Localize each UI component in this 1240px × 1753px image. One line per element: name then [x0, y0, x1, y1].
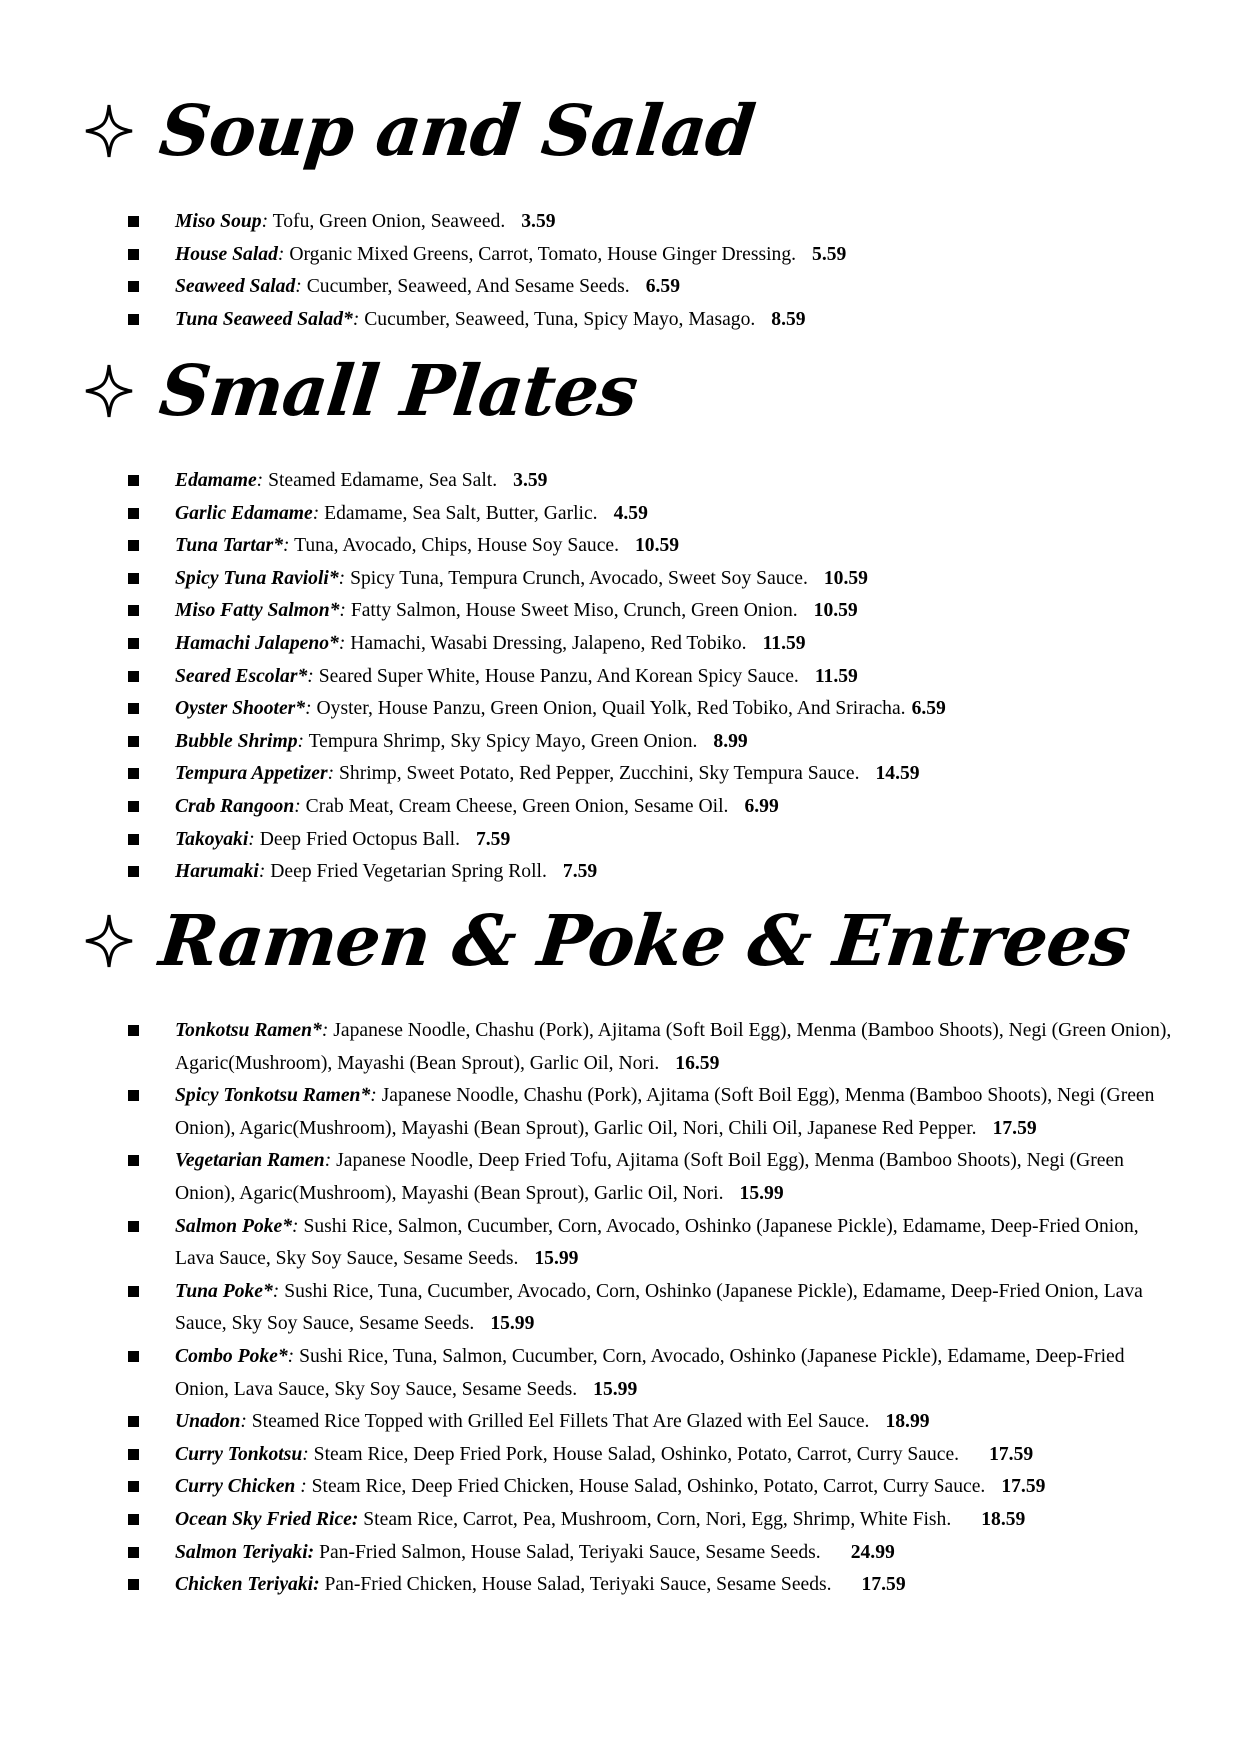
four-point-star-icon: [84, 103, 134, 159]
item-name: Bubble Shrimp: [175, 730, 298, 752]
item-name: Takoyaki: [175, 828, 249, 850]
bullet-icon: [128, 1025, 139, 1036]
bullet-icon: [128, 801, 139, 812]
list-item: [0, 1537, 1175, 1570]
item-description: Steam Rice, Deep Fried Chicken, House Salad, Oshinko, Potato, Carrot, Curry Sauce.: [306, 1476, 986, 1498]
item-name: Tempura Appetizer: [175, 763, 328, 785]
bullet-icon: [128, 834, 139, 845]
item-description: Steamed Rice Topped with Grilled Eel Fillets That Are Glazed with Eel Sauce.: [246, 1411, 870, 1433]
item-price: 8.59: [771, 308, 806, 330]
item-separator: :: [352, 308, 360, 330]
item-price: 10.59: [635, 535, 680, 557]
bullet-icon: [128, 1221, 139, 1232]
list-item: [0, 1471, 1175, 1504]
item-price: 18.99: [885, 1411, 930, 1433]
item-name: Vegetarian Ramen: [175, 1150, 325, 1172]
item-name: Spicy Tuna Ravioli*: [175, 567, 339, 589]
list-item: [0, 856, 1175, 889]
item-separator: :: [248, 828, 255, 850]
item-description: Cucumber, Seaweed, And Sesame Seeds.: [301, 276, 630, 298]
list-item: [0, 1341, 1175, 1406]
item-description: Japanese Noodle, Chashu (Pork), Ajitama (Soft Boil Egg), Menma (Bamboo Shoots), Negi (Green Onion), Agaric(Mushroom), Mayashi (Bean Sprout), Garlic Oil, Nori.: [175, 1020, 1172, 1074]
item-separator: :: [312, 502, 320, 524]
section-header-ramen-poke-entrees: [84, 899, 1134, 982]
item-separator: :: [292, 1215, 299, 1237]
item-name: Seared Escolar*: [175, 665, 308, 687]
item-price: 18.59: [981, 1508, 1026, 1530]
item-description: Organic Mixed Greens, Carrot, Tomato, House Ginger Dressing.: [284, 243, 797, 265]
item-price: 11.59: [762, 632, 806, 654]
item-description: Steamed Edamame, Sea Salt.: [263, 470, 498, 491]
item-description: Shrimp, Sweet Potato, Red Pepper, Zucchini, Sky Tempura Sauce.: [334, 763, 860, 785]
list-item: [0, 304, 1175, 337]
bullet-icon: [128, 540, 139, 551]
item-description: Sushi Rice, Tuna, Salmon, Cucumber, Corn, Avocado, Oshinko (Japanese Pickle), Edamame, Deep-Fried Onion, Lava Sauce, Sky Soy Sauce, Sesame Seeds.: [175, 1345, 1125, 1400]
list-item: [0, 498, 1175, 531]
item-separator: :: [338, 632, 346, 654]
list-item: [0, 206, 1175, 239]
item-list-soup-salad: [0, 206, 1175, 336]
item-separator: :: [327, 763, 335, 785]
item-description: Sushi Rice, Salmon, Cucumber, Corn, Avocado, Oshinko (Japanese Pickle), Edamame, Deep-Fried Onion, Lava Sauce, Sky Soy Sauce, Sesame Seeds.: [175, 1215, 1139, 1270]
list-item: [0, 595, 1175, 628]
list-item: [0, 1211, 1175, 1276]
item-name: Garlic Edamame: [175, 502, 313, 524]
item-name: Harumaki: [175, 861, 259, 883]
item-price: 7.59: [562, 861, 598, 883]
item-separator: :: [370, 1085, 377, 1107]
item-name: Tonkotsu Ramen*: [175, 1020, 322, 1041]
item-price: 17.59: [989, 1443, 1034, 1465]
item-name: Curry Tonkotsu: [175, 1443, 303, 1465]
item-description: Oyster, House Panzu, Green Onion, Quail Yolk, Red Tobiko, And Sriracha.: [311, 698, 906, 720]
item-name: Crab Rangoon: [175, 795, 295, 817]
item-price: 17.59: [992, 1117, 1037, 1139]
section-header-small-plates: [84, 349, 641, 432]
bullet-icon: [128, 736, 139, 747]
item-description: Pan-Fried Chicken, House Salad, Teriyaki Sauce, Sesame Seeds.: [319, 1574, 832, 1596]
item-separator: :: [295, 276, 302, 298]
bullet-icon: [128, 1286, 139, 1297]
item-description: Tempura Shrimp, Sky Spicy Mayo, Green Onion.: [304, 730, 698, 752]
item-separator: :: [277, 243, 285, 265]
item-description: Tofu, Green Onion, Seaweed.: [268, 211, 506, 232]
item-name: Seaweed Salad: [175, 276, 296, 298]
bullet-icon: [128, 249, 139, 260]
item-description: Crab Meat, Cream Cheese, Green Onion, Sesame Oil.: [300, 795, 729, 817]
item-description: Deep Fried Octopus Ball.: [254, 828, 460, 850]
bullet-icon: [128, 314, 139, 325]
list-item: [0, 1439, 1175, 1472]
list-item: [0, 563, 1175, 596]
item-name: Ocean Sky Fried Rice:: [175, 1508, 359, 1530]
item-description: Steam Rice, Deep Fried Pork, House Salad, Oshinko, Potato, Carrot, Curry Sauce.: [308, 1443, 960, 1465]
bullet-icon: [128, 1514, 139, 1525]
item-price: 24.99: [850, 1541, 895, 1563]
list-item: [0, 1406, 1175, 1439]
item-description: Sushi Rice, Tuna, Cucumber, Avocado, Corn, Oshinko (Japanese Pickle), Edamame, Deep-Fried Onion, Lava Sauce, Sky Soy Sauce, Sesame Seeds.: [175, 1280, 1143, 1335]
bullet-icon: [128, 1579, 139, 1590]
item-description: Tuna, Avocado, Chips, House Soy Sauce.: [289, 535, 619, 557]
item-separator: :: [258, 861, 266, 883]
item-price: 6.59: [911, 698, 946, 720]
item-name: Combo Poke*: [175, 1345, 288, 1367]
item-list-small-plates: [0, 465, 1175, 889]
item-name: Curry Chicken: [175, 1476, 296, 1498]
item-separator: :: [307, 665, 314, 687]
list-item: [0, 693, 1175, 726]
item-separator: :: [302, 1443, 309, 1465]
bullet-icon: [128, 475, 139, 486]
section-header-soup-salad: [84, 89, 759, 172]
item-name: Unadon: [175, 1411, 241, 1433]
item-price: 6.59: [645, 276, 680, 298]
bullet-icon: [128, 1351, 139, 1362]
item-description: Steam Rice, Carrot, Pea, Mushroom, Corn, Nori, Egg, Shrimp, White Fish.: [358, 1508, 952, 1530]
section-title: Ramen & Poke & Entrees: [155, 899, 1134, 982]
item-price: 3.59: [513, 470, 548, 491]
list-item: [0, 1015, 1175, 1080]
bullet-icon: [128, 703, 139, 714]
item-price: 17.59: [861, 1574, 906, 1596]
item-price: 5.59: [812, 243, 847, 265]
item-name: Tuna Poke*: [175, 1280, 273, 1302]
bullet-icon: [128, 1090, 139, 1101]
item-price: 8.99: [713, 730, 748, 752]
item-price: 7.59: [475, 828, 511, 850]
item-price: 10.59: [813, 600, 858, 622]
item-name: House Salad: [175, 243, 278, 265]
list-item: [0, 239, 1175, 272]
item-price: 14.59: [875, 763, 920, 785]
list-item: [0, 530, 1175, 563]
item-description: Seared Super White, House Panzu, And Korean Spicy Sauce.: [313, 665, 799, 687]
item-name: Miso Soup: [175, 211, 262, 232]
item-separator: :: [339, 600, 346, 622]
item-name: Salmon Poke*: [175, 1215, 293, 1237]
item-price: 11.59: [814, 665, 858, 687]
bullet-icon: [128, 1481, 139, 1492]
item-separator: :: [283, 535, 290, 557]
item-description: Fatty Salmon, House Sweet Miso, Crunch, Green Onion.: [345, 600, 798, 622]
item-price: 17.59: [1001, 1476, 1046, 1498]
list-item: [0, 271, 1175, 304]
item-name: Edamame: [175, 470, 257, 491]
item-name: Spicy Tonkotsu Ramen*: [175, 1085, 371, 1107]
bullet-icon: [128, 1449, 139, 1460]
bullet-icon: [128, 216, 139, 227]
bullet-icon: [128, 508, 139, 519]
list-item: [0, 726, 1175, 759]
bullet-icon: [128, 605, 139, 616]
section-title: Soup and Salad: [155, 89, 759, 172]
item-separator: :: [240, 1411, 247, 1433]
item-name: Tuna Tartar*: [175, 535, 283, 557]
four-point-star-icon: [84, 363, 134, 419]
item-price: 4.59: [613, 502, 648, 524]
list-item: [0, 1080, 1175, 1145]
item-description: Japanese Noodle, Chashu (Pork), Ajitama (Soft Boil Egg), Menma (Bamboo Shoots), Negi (Green Onion), Agaric(Mushroom), Mayashi (Bean Sprout), Garlic Oil, Nori, Chili Oil, Japanese Red Pepper.: [175, 1085, 1155, 1139]
item-description: Deep Fried Vegetarian Spring Roll.: [265, 861, 547, 883]
four-point-star-icon: [84, 913, 134, 969]
item-name: Tuna Seaweed Salad*: [175, 308, 353, 330]
item-description: Spicy Tuna, Tempura Crunch, Avocado, Sweet Soy Sauce.: [345, 567, 808, 589]
item-separator: :: [287, 1345, 295, 1367]
bullet-icon: [128, 1547, 139, 1558]
list-item: [0, 1569, 1175, 1602]
list-item: [0, 661, 1175, 694]
item-separator: :: [338, 567, 346, 589]
item-separator: :: [305, 698, 312, 720]
bullet-icon: [128, 281, 139, 292]
item-description: Edamame, Sea Salt, Butter, Garlic.: [319, 502, 598, 524]
list-item: [0, 1504, 1175, 1537]
item-separator: :: [294, 795, 301, 817]
bullet-icon: [128, 768, 139, 779]
item-description: Hamachi, Wasabi Dressing, Jalapeno, Red Tobiko.: [345, 632, 747, 654]
item-name: Salmon Teriyaki:: [175, 1541, 315, 1563]
list-item: [0, 758, 1175, 791]
item-price: 16.59: [675, 1052, 720, 1074]
bullet-icon: [128, 866, 139, 877]
list-item: [0, 1145, 1175, 1210]
item-price: 15.99: [739, 1182, 784, 1204]
item-description: Pan-Fried Salmon, House Salad, Teriyaki Sauce, Sesame Seeds.: [314, 1541, 821, 1563]
item-description: Cucumber, Seaweed, Tuna, Spicy Mayo, Masago.: [359, 308, 756, 330]
item-price: 10.59: [823, 567, 868, 589]
item-price: 3.59: [521, 211, 556, 232]
item-name: Chicken Teriyaki:: [175, 1574, 320, 1596]
item-separator: :: [321, 1020, 329, 1041]
item-price: 6.99: [744, 795, 779, 817]
item-name: Miso Fatty Salmon*: [175, 600, 340, 622]
bullet-icon: [128, 671, 139, 682]
item-separator: :: [261, 211, 269, 232]
section-title: Small Plates: [155, 349, 641, 432]
item-separator: :: [295, 1476, 307, 1498]
list-item: [0, 628, 1175, 661]
item-description: Japanese Noodle, Deep Fried Tofu, Ajitama (Soft Boil Egg), Menma (Bamboo Shoots), Negi (Green Onion), Agaric(Mushroom), Mayashi (Bean Sprout), Garlic Oil, Nori.: [175, 1150, 1124, 1204]
item-separator: :: [256, 470, 264, 491]
item-price: 15.99: [490, 1313, 535, 1335]
item-price: 15.99: [593, 1378, 638, 1400]
list-item: [0, 824, 1175, 857]
item-separator: :: [297, 730, 305, 752]
item-list-ramen-poke-entrees: [0, 1015, 1175, 1602]
list-item: [0, 465, 1175, 498]
list-item: [0, 1276, 1175, 1341]
bullet-icon: [128, 638, 139, 649]
list-item: [0, 791, 1175, 824]
item-price: 15.99: [534, 1248, 579, 1270]
bullet-icon: [128, 1155, 139, 1166]
item-separator: :: [272, 1280, 280, 1302]
item-name: Oyster Shooter*: [175, 698, 306, 720]
item-name: Hamachi Jalapeno*: [175, 632, 339, 654]
bullet-icon: [128, 1416, 139, 1427]
item-separator: :: [324, 1150, 332, 1172]
bullet-icon: [128, 573, 139, 584]
